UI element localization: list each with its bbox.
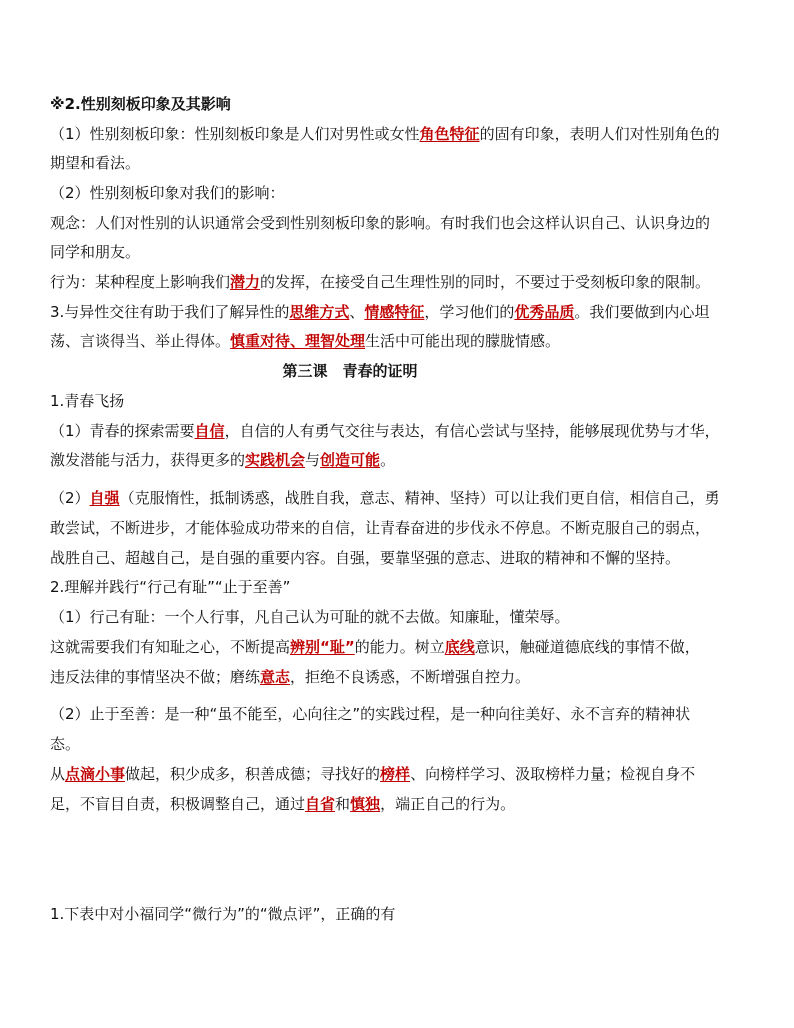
text: 、	[349, 303, 365, 321]
text: 从	[50, 765, 66, 783]
paragraph-line: 敢尝试，不断进步，才能体验成功带来的自信，让青春奋进的步伐永不停息。不断克服自己的弱点，	[50, 519, 711, 537]
keyword-highlight: 创造可能	[320, 451, 381, 469]
paragraph-line: 态。	[50, 735, 81, 753]
text: 、向榜样学习、汲取榜样力量；检视自身不	[410, 765, 696, 783]
keyword-highlight: 慎独	[350, 795, 381, 813]
text: ，学习他们的	[424, 303, 515, 321]
text: 。我们要做到内心坦	[574, 303, 710, 321]
text: 这就需要我们有知耻之心，不断提高	[50, 638, 291, 656]
paragraph-role-model	[50, 764, 695, 784]
text: 的固有印象，表明人们对性别角色的	[479, 125, 720, 143]
keyword-highlight: 意志	[260, 668, 291, 686]
text: 与	[305, 451, 321, 469]
text: 违反法律的事情坚决不做；磨练	[50, 668, 261, 686]
paragraph-confidence	[50, 421, 720, 441]
text: ，拒绝不良诱惑，不断增强自控力。	[290, 668, 531, 686]
text: 行为：某种程度上影响我们	[50, 273, 231, 291]
keyword-highlight: 思维方式	[289, 303, 350, 321]
text: 激发潜能与活力，获得更多的	[50, 451, 246, 469]
text: 足，不盲目自责，积极调整自己，通过	[50, 795, 306, 813]
paragraph-line	[50, 667, 530, 687]
paragraph-line: （2）止于至善：是一种“虽不能至，心向往之”的实践过程，是一种向往美好、永不言弃的精神状	[50, 705, 691, 723]
paragraph-shame	[50, 637, 700, 657]
text: 3.与异性交往有助于我们了解异性的	[50, 303, 290, 321]
text: （克服惰性，抵制诱惑，战胜自我，意志、精神、坚持）可以让我们更自信，相信自己，勇	[119, 489, 720, 507]
subsection-heading: 2.理解并践行“行己有耻”“止于至善”	[50, 578, 291, 596]
paragraph-self-improvement	[50, 488, 720, 508]
text: 的发挥，在接受自己生理性别的同时，不要过于受刻板印象的限制。	[260, 273, 711, 291]
paragraph-line	[50, 450, 395, 470]
keyword-highlight: 实践机会	[245, 451, 306, 469]
paragraph-line: 观念：人们对性别的认识通常会受到性别刻板印象的影响。有时我们也会这样认识自己、认识身边的	[50, 214, 711, 232]
paragraph-line: 期望和看法。	[50, 154, 141, 172]
question-text: 1.下表中对小福同学“微行为”的“微点评”，正确的有	[50, 905, 396, 923]
text: 意识，触碰道德底线的事情不做，	[474, 638, 700, 656]
keyword-highlight: 优秀品质	[514, 303, 575, 321]
keyword-highlight: 情感特征	[364, 303, 425, 321]
paragraph-opposite-sex	[50, 302, 709, 322]
section-heading: ※2.性别刻板印象及其影响	[50, 95, 231, 113]
text: 。	[380, 451, 396, 469]
keyword-highlight: 辨别“耻”	[290, 638, 355, 656]
text: 荡、言谈得当、举止得体。	[50, 332, 231, 350]
keyword-highlight: 自省	[305, 795, 336, 813]
keyword-highlight: 潜力	[230, 273, 261, 291]
paragraph-line	[50, 331, 560, 351]
text: 和	[335, 795, 351, 813]
paragraph-line: （1）行己有耻：一个人行事，凡自己认为可耻的就不去做。知廉耻，懂荣辱。	[50, 608, 570, 626]
keyword-highlight: 底线	[444, 638, 475, 656]
text: ，自信的人有勇气交往与表达，有信心尝试与坚持，能够展现优势与才华，	[224, 422, 720, 440]
paragraph-line: 战胜自己、超越自己，是自强的重要内容。自强，要靠坚强的意志、进取的精神和不懈的坚持。	[50, 549, 681, 567]
paragraph-line: （2）性别刻板印象对我们的影响：	[50, 184, 285, 202]
keyword-highlight: 点滴小事	[65, 765, 126, 783]
text: 做起，积少成多，积善成德；寻找好的	[125, 765, 381, 783]
text: ，端正自己的行为。	[380, 795, 516, 813]
lesson-title: 第三课 青春的证明	[282, 362, 418, 380]
paragraph-line: 同学和朋友。	[50, 243, 141, 261]
keyword-highlight: 榜样	[380, 765, 411, 783]
paragraph-stereotype-definition	[50, 124, 720, 144]
text: （1）青春的探索需要	[50, 422, 195, 440]
paragraph-behavior	[50, 272, 710, 292]
text: 的能力。树立	[354, 638, 445, 656]
keyword-highlight: 自强	[89, 489, 120, 507]
subsection-heading: 1.青春飞扬	[50, 392, 125, 410]
text: （1）性别刻板印象：性别刻板印象是人们对男性或女性	[50, 125, 420, 143]
keyword-highlight: 慎重对待、理智处理	[230, 332, 366, 350]
text: （2）	[50, 489, 90, 507]
text: 生活中可能出现的朦胧情感。	[365, 332, 561, 350]
keyword-highlight: 角色特征	[419, 125, 480, 143]
keyword-highlight: 自信	[194, 422, 225, 440]
paragraph-line	[50, 794, 515, 814]
